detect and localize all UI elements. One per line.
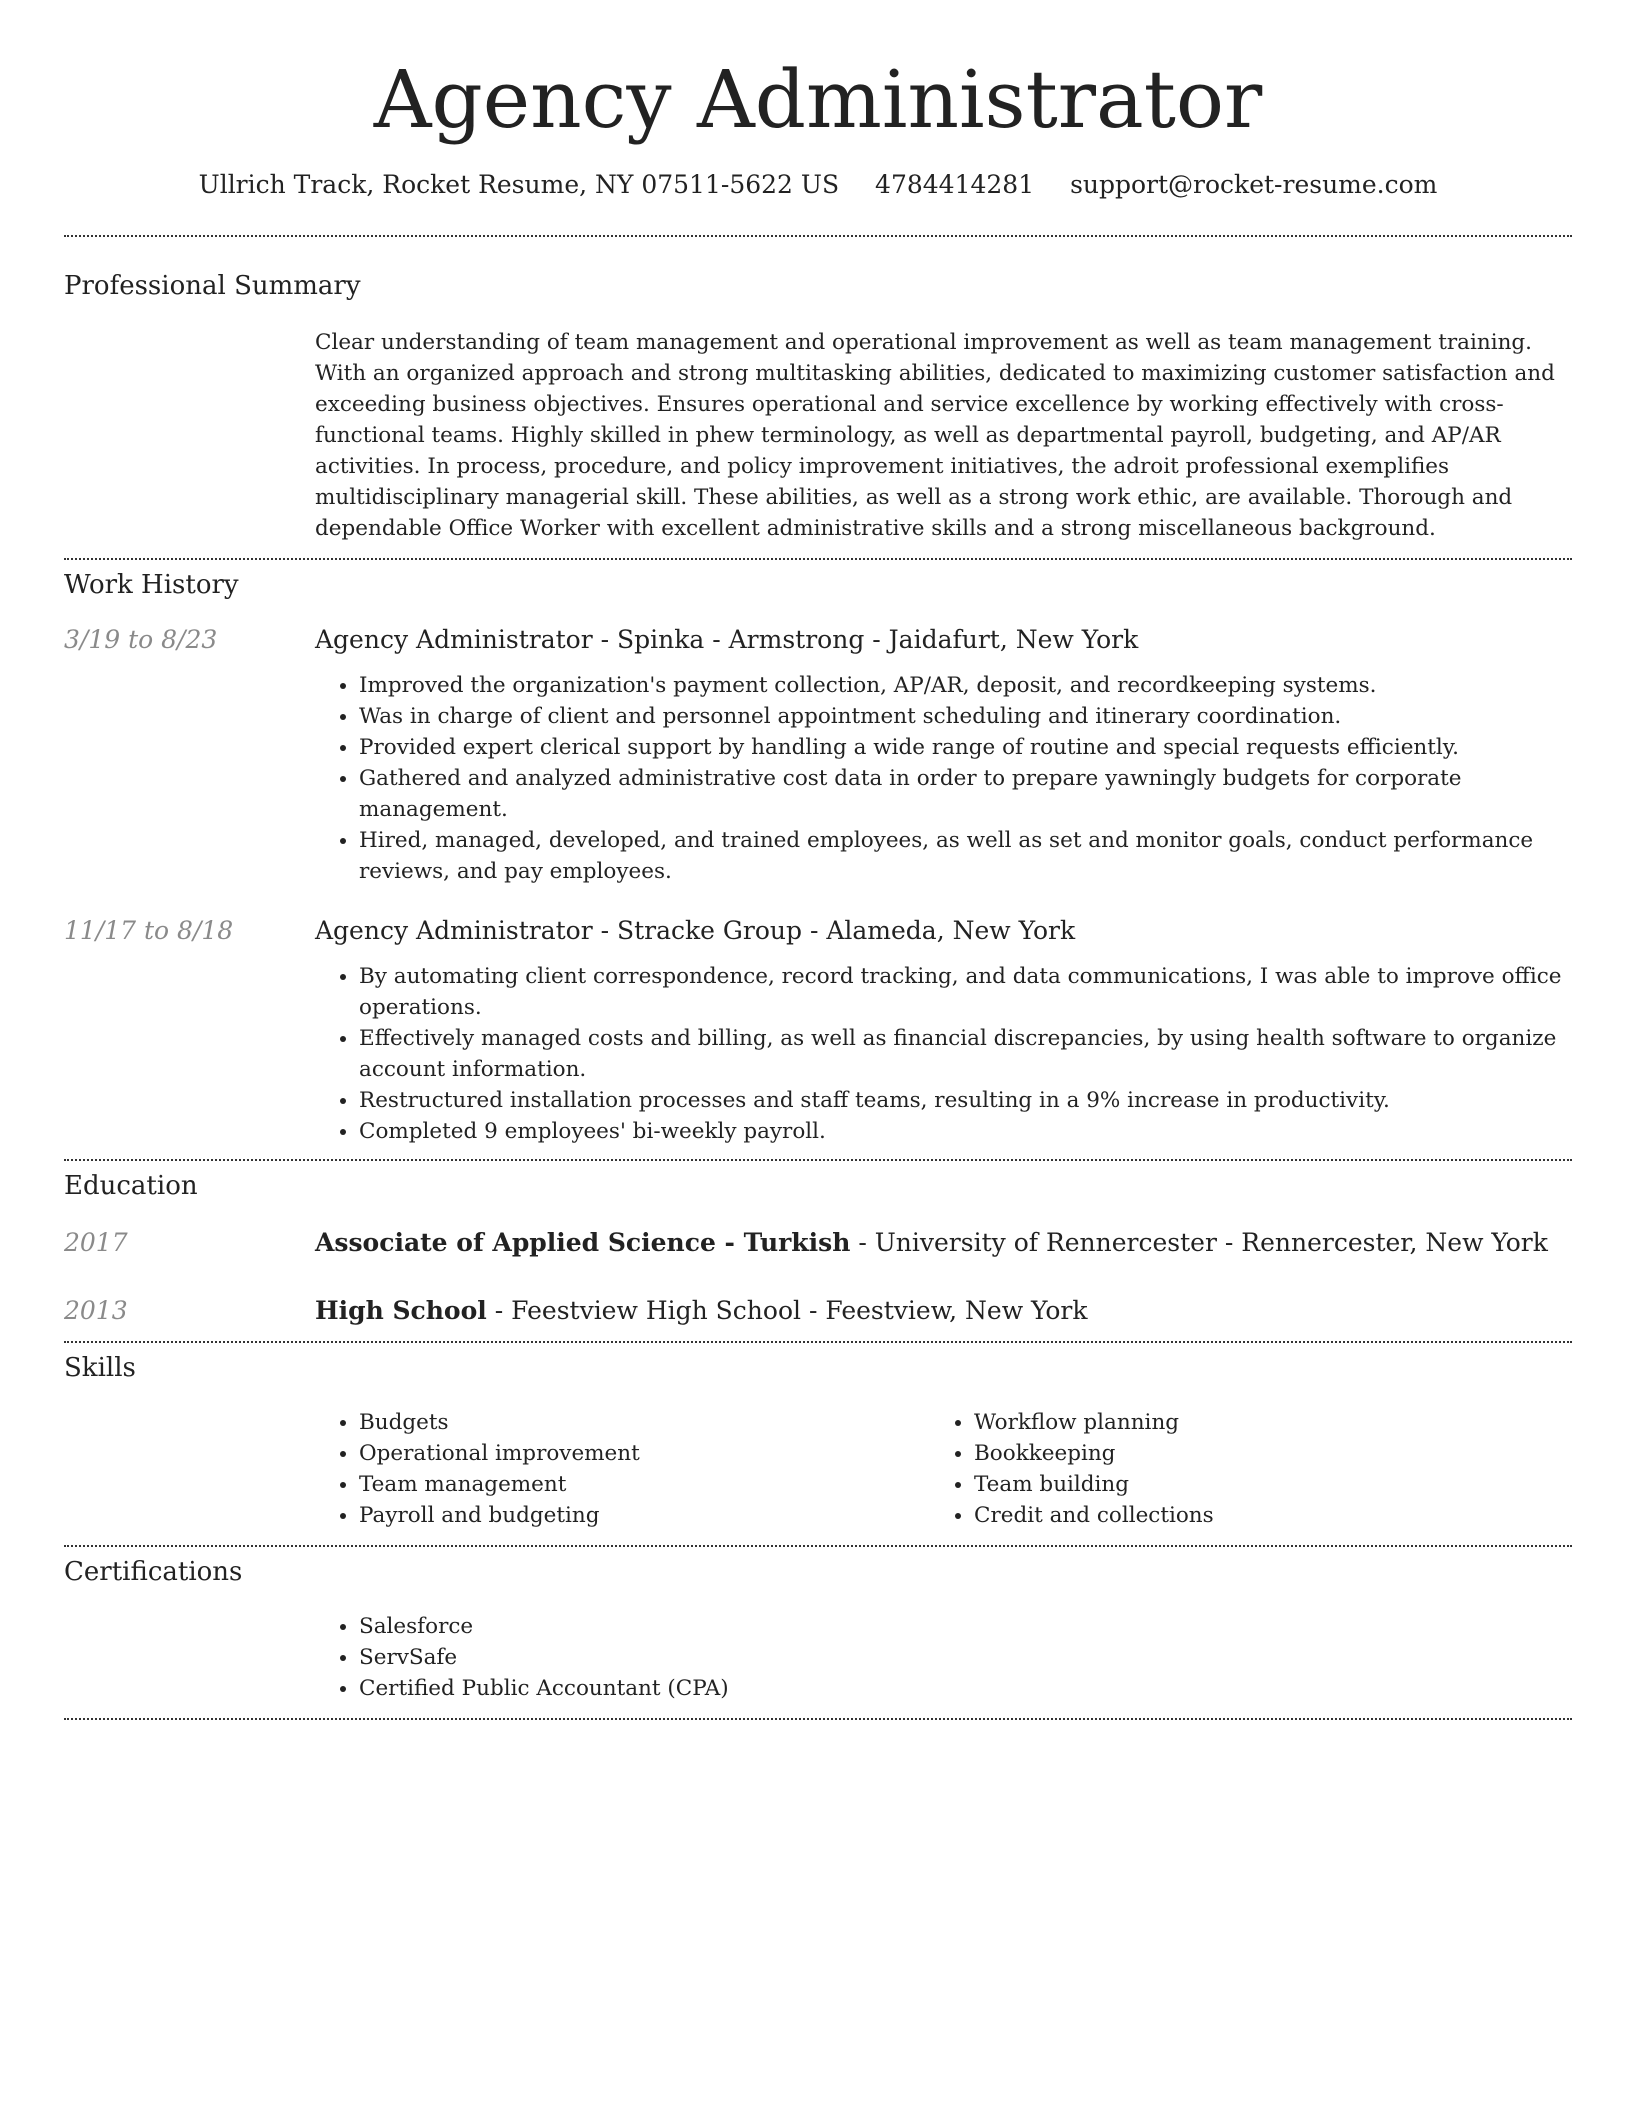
skill-item: • Team building: [974, 1469, 1545, 1500]
education-school: - University of Rennercester - Rennercester, New York: [850, 1228, 1548, 1257]
list-item: • Effectively managed costs and billing, as well as financial discrepancies, by using health software to organize account information.: [359, 1023, 1572, 1085]
job-dates: 11/17 to 8/18: [64, 916, 234, 945]
certifications-section: [64, 1547, 1572, 1718]
job-heading: Agency Administrator - Stracke Group - Alameda, New York: [315, 916, 1076, 945]
education-heading: [315, 1227, 1572, 1259]
skills-section: [64, 1343, 1572, 1545]
list-item: • Gathered and analyzed administrative cost data in order to prepare yawningly budgets for corporate management.: [359, 763, 1572, 825]
education-entry: [64, 1295, 1572, 1327]
education-heading: [315, 1295, 1572, 1327]
certifications-list-wrap: [315, 1611, 1572, 1704]
list-item: • Provided expert clerical support by handling a wide range of routine and special requests efficiently.: [359, 732, 1572, 763]
skill-item: • Workflow planning: [974, 1407, 1545, 1438]
education-degree: High School: [315, 1296, 487, 1325]
skills-title: Skills: [64, 1353, 136, 1383]
certifications-body: [315, 1587, 1572, 1718]
education-year: 2017: [64, 1228, 128, 1257]
summary-body: [315, 301, 1572, 558]
education-details: [315, 1295, 1572, 1327]
certifications-divider: [64, 1718, 1572, 1720]
job-entry: [64, 624, 1572, 887]
contact-email: support@rocket-resume.com: [1070, 170, 1438, 199]
skills-list-right: [930, 1407, 1545, 1531]
work-title: Work History: [64, 570, 239, 600]
list-item: • By automating client correspondence, record tracking, and data communications, I was able to improve office operations.: [359, 961, 1572, 1023]
skills-row: [64, 1383, 1572, 1545]
job-bullets: [315, 961, 1572, 1147]
candidate-name: Agency Administrator: [373, 53, 1263, 146]
summary-row: [64, 301, 1572, 558]
list-item: • Completed 9 employees' bi-weekly payroll.: [359, 1116, 1572, 1147]
summary-section: [64, 237, 1572, 558]
summary-title: Professional Summary: [64, 271, 361, 301]
job-entry: [64, 915, 1572, 1147]
contact-phone: 4784414281: [875, 170, 1035, 199]
list-item: • Improved the organization's payment collection, AP/AR, deposit, and recordkeeping systems.: [359, 670, 1572, 701]
skills-grid: [315, 1407, 1572, 1531]
skill-item: • Payroll and budgeting: [359, 1500, 930, 1531]
education-year: 2013: [64, 1296, 128, 1325]
list-item: • Was in charge of client and personnel appointment scheduling and itinerary coordination.: [359, 701, 1572, 732]
education-details: [315, 1227, 1572, 1259]
certification-item: • Certified Public Accountant (CPA): [359, 1673, 1572, 1704]
skill-item: • Budgets: [359, 1407, 930, 1438]
contact-address: Ullrich Track, Rocket Resume, NY 07511-5622 US: [198, 170, 840, 199]
skill-item: • Bookkeeping: [974, 1438, 1545, 1469]
certifications-title: Certifications: [64, 1557, 243, 1587]
resume-header: [64, 0, 1572, 199]
certification-item: • Salesforce: [359, 1611, 1572, 1642]
job-details: [315, 624, 1572, 887]
work-section: [64, 560, 1572, 1147]
skill-item: • Team management: [359, 1469, 930, 1500]
certifications-row: [64, 1587, 1572, 1718]
education-title: Education: [64, 1171, 198, 1201]
skills-list-left: [315, 1407, 930, 1531]
contact-line: [64, 170, 1572, 199]
skill-item: • Operational improvement: [359, 1438, 930, 1469]
certification-item: • ServSafe: [359, 1642, 1572, 1673]
education-degree: Associate of Applied Science - Turkish: [315, 1228, 851, 1257]
job-bullets: [315, 670, 1572, 887]
skills-body: [315, 1383, 1572, 1545]
resume-page: [64, 0, 1572, 1720]
job-heading: Agency Administrator - Spinka - Armstrong - Jaidafurt, New York: [315, 625, 1139, 654]
job-dates: 3/19 to 8/23: [64, 625, 218, 654]
list-item: • Restructured installation processes and staff teams, resulting in a 9% increase in productivity.: [359, 1085, 1572, 1116]
summary-text: Clear understanding of team management and operational improvement as well as team management training. With an organized approach and strong multitasking abilities, dedicated to maximizing customer satisfaction and exceeding business objectives. Ensures operational and service excellence by working effectively with cross-functional teams. Highly skilled in phew terminology, as well as departmental payroll, budgeting, and AP/AR activities. In process, procedure, and policy improvement initiatives, the adroit professional exemplifies multidisciplinary managerial skill. These abilities, as well as a strong work ethic, are available. Thorough and dependable Office Worker with excellent administrative skills and a strong miscellaneous background.: [315, 330, 1555, 541]
education-section: [64, 1161, 1572, 1341]
education-school: - Feestview High School - Feestview, New York: [486, 1296, 1088, 1325]
list-item: • Hired, managed, developed, and trained employees, as well as set and monitor goals, conduct performance reviews, and pay employees.: [359, 825, 1572, 887]
skill-item: • Credit and collections: [974, 1500, 1545, 1531]
job-details: [315, 915, 1572, 1147]
education-entry: [64, 1227, 1572, 1259]
certifications-list: [315, 1611, 1572, 1704]
